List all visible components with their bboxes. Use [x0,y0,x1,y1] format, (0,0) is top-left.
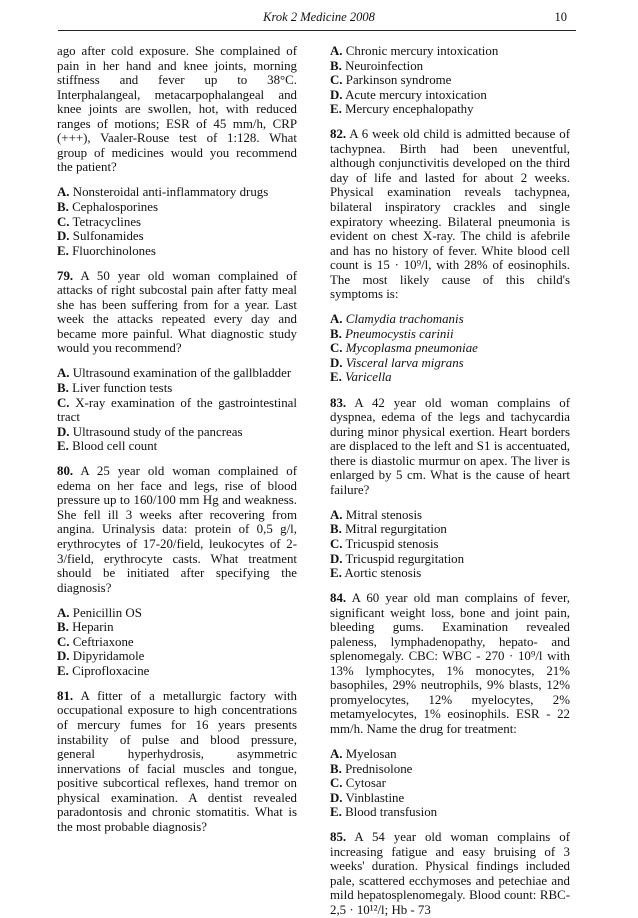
option-letter: C. [57,214,70,229]
right-column [330,44,570,918]
question-78-tail: ago after cold exposure. She complained of pain in her hand and knee joints, morning stiffness and fever up to 38°C. Interphalangeal, metacarpophalangeal and knee joints are swollen, hot, with reduced ranges of motions; ESR of 45 mm/h, CRP (+++), Vaaler-Rouse test of 1:128. What group of medicines would you recommend the patient? [57,44,297,175]
option-text: Heparin [72,620,114,635]
option-text: Myelosan [345,747,397,762]
option-text: Neuroinfection [345,58,424,73]
question-number: 84. [330,591,347,606]
option-text: Tricuspid regurgitation [345,551,465,566]
option-letter: B. [57,380,69,395]
option-b [330,327,570,342]
option-b [57,381,297,396]
option-letter: E. [57,243,69,258]
option-text: Ultrasound examination of the gallbladder [72,366,292,381]
option-e [57,664,297,679]
option-letter: D. [57,229,70,244]
question-number: 80. [57,464,74,479]
option-text: Ultrasound study of the pancreas [72,424,243,439]
option-letter: B. [330,761,342,776]
question-79-options [57,366,297,453]
question-79 [57,269,297,356]
option-c [57,215,297,230]
question-85 [330,830,570,917]
option-text: Parkinson syndrome [345,73,452,88]
question-number: 85. [330,830,347,845]
option-e [330,102,570,117]
option-text: Blood cell count [72,439,158,454]
question-81-options [330,44,570,117]
option-d [57,649,297,664]
question-text: A 25 year old woman complained of edema on her face and legs, rise of blood pressure up to 160/100 mm Hg and weakness. She fell ill 3 weeks after recovering from angina. Urinalysis data: protein of 0,5 g/l, erythrocytes of 17-20/field, leukocytes of 2-3/field, erythrocyte casts. What treatment should be initiated after specifying the diagnosis? [57,464,297,595]
option-text: Ciprofloxacine [72,663,150,678]
left-column [57,44,297,834]
option-d [57,229,297,244]
question-number: 81. [57,688,74,703]
option-d [330,88,570,103]
option-e [57,244,297,259]
option-e [57,439,297,454]
option-text: Nonsteroidal anti-inflammatory drugs [72,185,269,200]
page-number: 10 [554,10,567,24]
option-e [330,805,570,820]
option-letter: C. [57,395,70,410]
option-c [57,396,297,425]
option-letter: A. [330,507,343,522]
option-letter: D. [330,790,343,805]
option-d [330,356,570,371]
option-text: Visceral larva migrans [345,355,464,370]
question-number: 79. [57,268,74,283]
question-80-options [57,606,297,679]
option-b [330,762,570,777]
option-text: Mycoplasma pneumoniae [345,341,478,356]
option-d [330,552,570,567]
option-letter: C. [57,634,70,649]
option-text: Mitral stenosis [345,507,423,522]
question-text: A 54 year old woman complains of increasing fatigue and easy bruising of 3 weeks' duration. Physical findings included pale, scattered ecchymoses and petechiae and mild hepatosplenomegaly. Blood count: RBC- 2,5 · 10¹²/l; Hb - 73 [330,830,570,918]
page-header [0,10,638,28]
option-letter: C. [330,536,343,551]
option-b [330,522,570,537]
option-letter: B. [330,58,342,73]
option-text: Cytosar [345,776,386,791]
option-text: X-ray examination of the gastrointestinal tract [57,395,297,425]
question-text: A 60 year old man complains of fever, significant weight loss, bone and joint pain, bleeding gums. Examination revealed paleness, lymphadenopathy, hepato- and splenomegaly. CBC: WBC - 270 · 10⁹/l with 13% lymphocytes, 1% monocytes, 21% basophiles, 29% neutrophils, 9% blasts, 12% promyelocytes, 12% myelocytes, 2% metamyelocytes, 1% eosinophils. ESR - 22 mm/h. Name the drug for treatment: [330,591,571,737]
option-e [330,566,570,581]
option-letter: A. [330,44,343,58]
option-a [330,312,570,327]
option-letter: B. [57,620,69,635]
option-text: Sulfonamides [72,229,144,244]
option-text: Aortic stenosis [344,566,422,581]
option-text: Penicillin OS [72,605,142,620]
option-a [57,606,297,621]
option-letter: E. [57,663,69,678]
option-c [330,537,570,552]
option-d [57,425,297,440]
option-b [57,620,297,635]
option-letter: D. [330,87,343,102]
option-text: Tricuspid stenosis [345,536,439,551]
question-text: A fitter of a metallurgic factory with occupational exposure to high concentrations of mercury fumes for 16 years presents instability of pulse and blood pressure, general hyperhydrosis, asymmetric innervations of facial muscles and tongue, positive subcortical reflexes, hand tremor on physical examination. A dentist revealed paradontosis and chronic stomatitis. What is the most probable diagnosis? [57,688,297,834]
option-letter: E. [57,439,69,454]
option-text: Prednisolone [345,761,413,776]
option-a [57,366,297,381]
question-80 [57,464,297,595]
option-c [57,635,297,650]
option-letter: D. [57,424,70,439]
option-text: Dipyridamole [72,649,145,664]
question-83-options [330,508,570,581]
option-text: Blood transfusion [345,805,438,820]
option-text: Vinblastine [345,790,405,805]
option-letter: A. [57,185,70,200]
question-84-options [330,747,570,820]
question-82 [330,127,570,302]
option-b [57,200,297,215]
option-letter: C. [330,776,343,791]
option-b [330,59,570,74]
option-e [330,370,570,385]
option-letter: B. [57,199,69,214]
header-rule [58,30,576,31]
option-letter: E. [330,370,342,385]
option-text: Ceftriaxone [72,634,134,649]
option-letter: D. [57,649,70,664]
option-a [57,185,297,200]
option-letter: A. [57,366,70,381]
option-c [330,73,570,88]
question-number: 82. [330,127,347,142]
question-81 [57,689,297,834]
option-text: Liver function tests [72,380,173,395]
question-78-options [57,185,297,258]
option-d [330,791,570,806]
option-letter: B. [330,326,342,341]
option-c [330,776,570,791]
option-text: Pneumocystis carinii [345,326,454,341]
option-text: Mitral regurgitation [345,522,447,537]
option-text: Cephalosporines [72,199,158,214]
question-83 [330,396,570,498]
option-text: Clamydia trachomanis [345,312,464,327]
question-82-options [330,312,570,385]
option-text: Tetracyclines [72,214,142,229]
option-letter: C. [330,73,343,88]
option-letter: C. [330,341,343,356]
option-a [330,44,570,59]
option-c [330,341,570,356]
option-letter: A. [330,312,343,327]
option-letter: E. [330,566,342,581]
option-text: Mercury encephalopathy [345,102,474,117]
option-a [330,508,570,523]
option-letter: B. [330,522,342,537]
question-text: A 50 year old woman complained of attacks of right subcostal pain after fatty meal she has been suffering from for a year. Last week the attacks repeated every day and became more painful. What diagnostic study would you recommend? [57,268,297,356]
question-text: A 6 week old child is admitted because of tachypnea. Birth had been uneventful, although conjunctivitis developed on the third day of life and lasted for about 2 weeks. Physical examination reveals tachypnea, bilateral inspiratory crackles and single expiratory wheezing. Bilateral pneumonia is evident on chest X-ray. The child is afebrile and has no history of fever. White blood cell count is 15 · 10⁹/l, with 28% of eosinophils. The most likely cause of this child's symptoms is: [330,127,570,302]
option-text: Acute mercury intoxication [345,87,487,102]
option-letter: D. [330,551,343,566]
option-letter: E. [330,805,342,820]
question-text: A 42 year old woman complains of dyspnea, edema of the legs and tachycardia during minor physical exertion. Heart borders are displaced to the left and S1 is accentuated, there is diastolic murmur on apex. The liver is enlarged by 5 cm. What is the cause of heart failure? [330,395,570,497]
option-text: Varicella [345,370,392,385]
option-letter: A. [57,605,70,620]
option-letter: A. [330,747,343,762]
running-title: Krok 2 Medicine 2008 [263,10,375,24]
question-number: 83. [330,395,347,410]
question-84 [330,591,570,736]
option-text: Fluorchinolones [72,243,156,258]
option-text: Chronic mercury intoxication [345,44,499,58]
option-a [330,747,570,762]
option-letter: D. [330,355,343,370]
option-letter: E. [330,102,342,117]
